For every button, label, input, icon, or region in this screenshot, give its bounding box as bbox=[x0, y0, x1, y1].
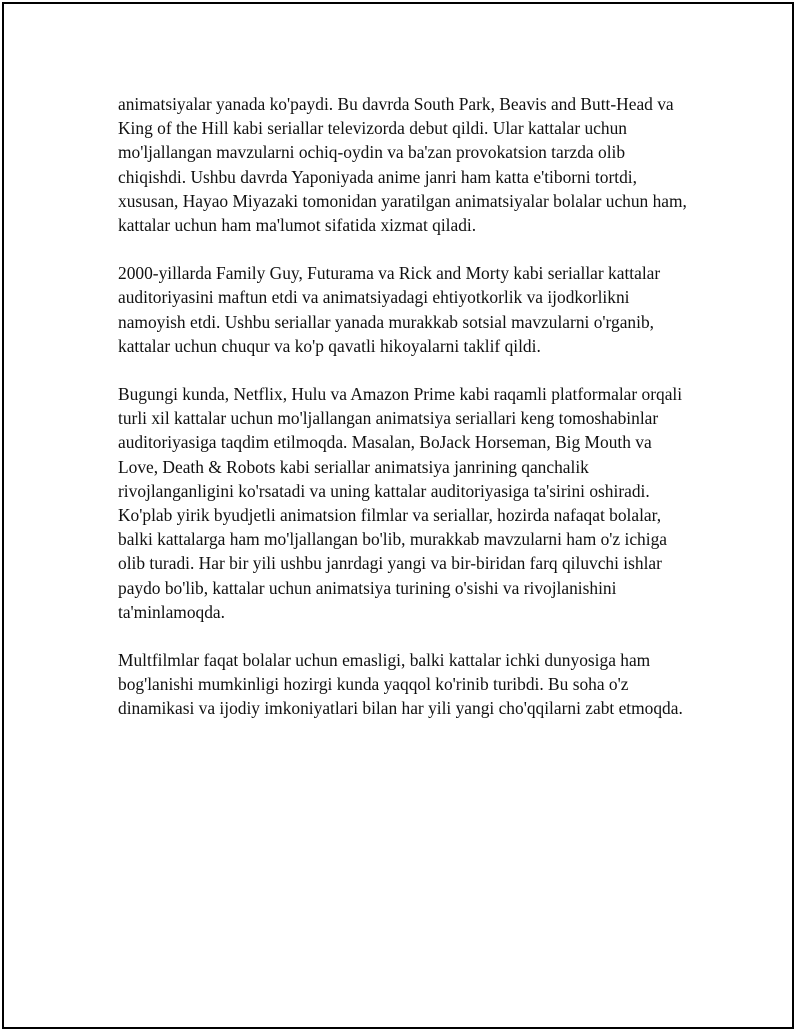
document-body bbox=[118, 92, 690, 745]
paragraph-4: Multfilmlar faqat bolalar uchun emasligi, balki kattalar ichki dunyosiga ham bog'lanishi mumkinligi hozirgi kunda yaqqol ko'rinib turibdi. Bu soha o'z dinamikasi va ijodiy imkoniyatlari bilan har yili yangi cho'qqilarni zabt etmoqda. bbox=[118, 650, 683, 719]
paragraph-3: Bugungi kunda, Netflix, Hulu va Amazon Prime kabi raqamli platformalar orqali turli xil kattalar uchun mo'ljallangan animatsiya seriallari keng tomoshabinlar auditoriyasiga taqdim etilmoqda. Masalan, BoJack Horseman, Big Mouth va Love, Death & Robots kabi seriallar animatsiya janrining qanchalik rivojlanganligini ko'rsatadi va uning kattalar auditoriyasiga ta'sirini oshiradi. Ko'plab yirik byudjetli animatsion filmlar va seriallar, hozirda nafaqat bolalar, balki kattalarga ham mo'ljallangan bo'lib, murakkab mavzularni ham o'z ichiga olib turadi. Har bir yili ushbu janrdagi yangi va bir-biridan farq qiluvchi ishlar paydo bo'lib, kattalar uchun animatsiya turining o'sishi va rivojlanishini ta'minlamoqda. bbox=[118, 384, 683, 622]
paragraph-2: 2000-yillarda Family Guy, Futurama va Rick and Morty kabi seriallar kattalar auditoriyasini maftun etdi va animatsiyadagi ehtiyotkorlik va ijodkorlikni namoyish etdi. Ushbu seriallar yanada murakkab sotsial mavzularni o'rganib, kattalar uchun chuqur va ko'p qavatli hikoyalarni taklif qildi. bbox=[118, 263, 661, 356]
paragraph-1: animatsiyalar yanada ko'paydi. Bu davrda South Park, Beavis and Butt-Head va King of the Hill kabi seriallar televizorda debut qildi. Ular kattalar uchun mo'ljallangan mavzularni ochiq-oydin va ba'zan provokatsion tarzda olib chiqishdi. Ushbu davrda Yaponiyada anime janri ham katta e'tiborni tortdi, xususan, Hayao Miyazaki tomonidan yaratilgan animatsiyalar bolalar uchun ham, kattalar uchun ham ma'lumot sifatida xizmat qiladi. bbox=[118, 94, 687, 236]
